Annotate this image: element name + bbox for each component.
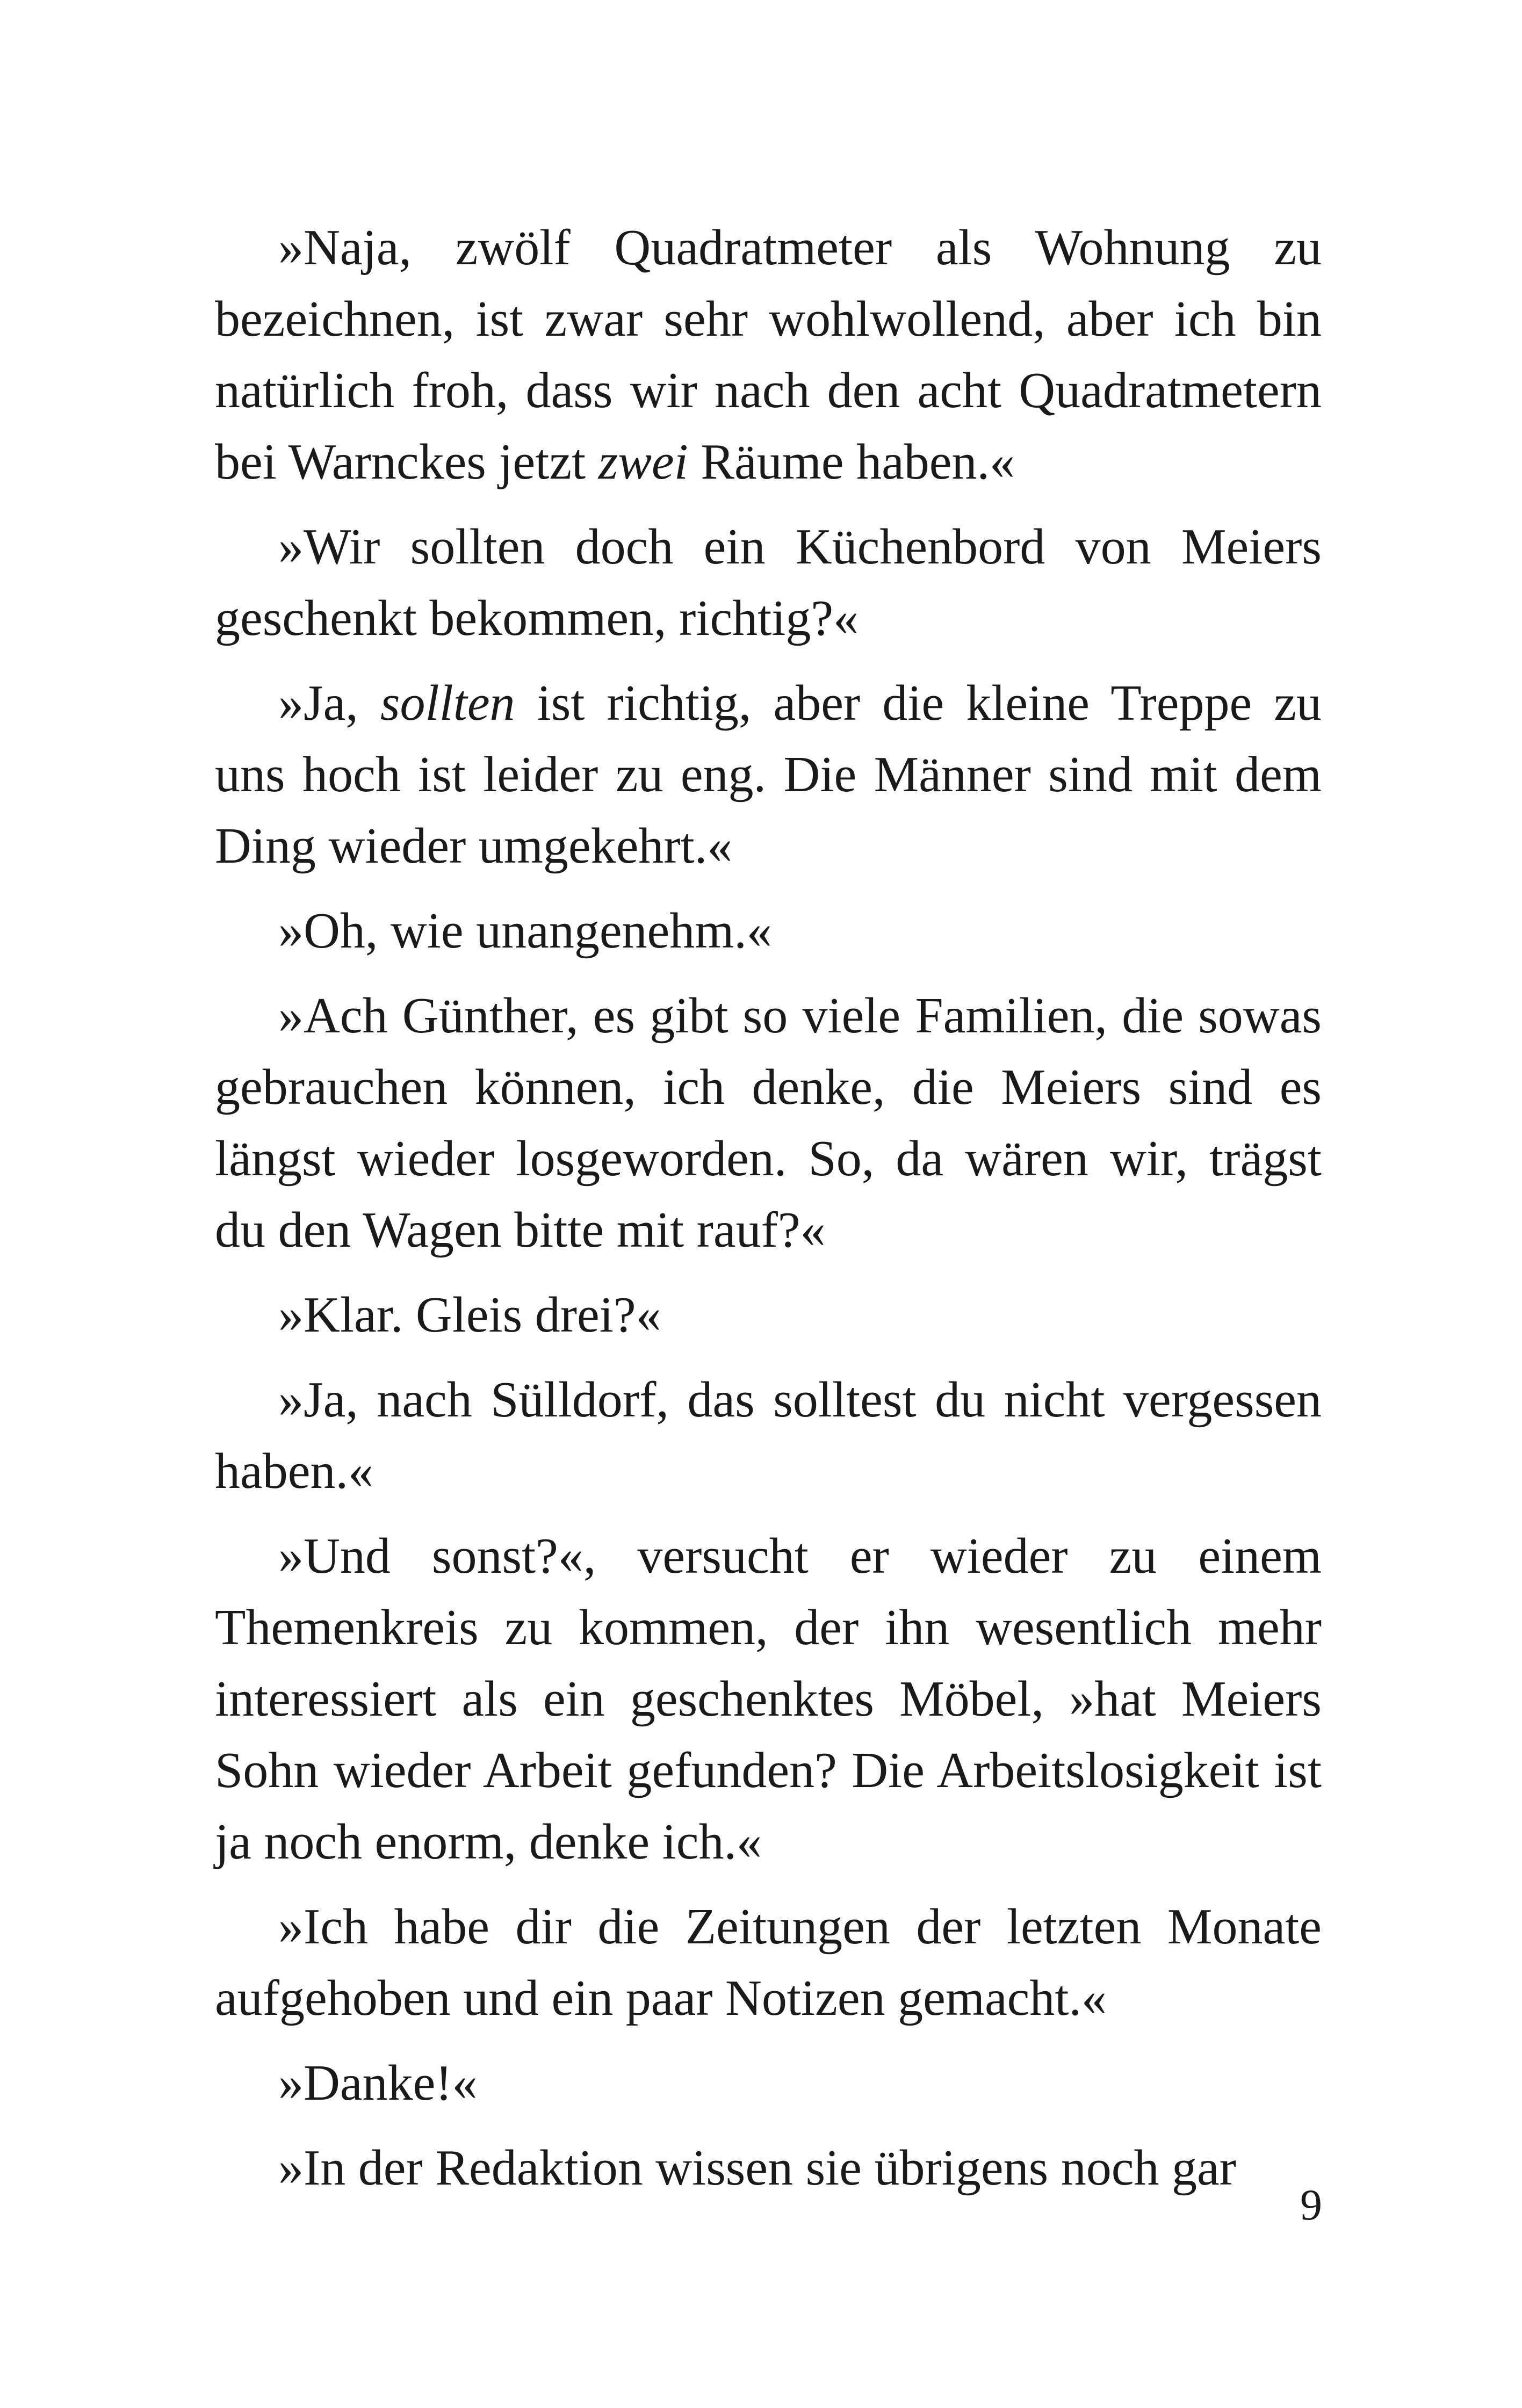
paragraph — [215, 1891, 1322, 2034]
paragraph — [215, 212, 1322, 498]
paragraph — [215, 2048, 1322, 2119]
text-run: »Ach Günther, es gibt so viele Familien, die sowas gebrauchen können, ich denke, die Meiers sind es längst wieder losgeworden. So, da wären wir, trägst du den Wagen bitte mit rauf?« — [215, 988, 1322, 1258]
text-run: »Naja, zwölf Quadratmeter als Wohnung zu bezeichnen, ist zwar sehr wohlwollend, aber ich bin natürlich froh, dass wir nach den acht Quadratmetern bei Warnckes jetzt — [215, 220, 1322, 490]
paragraph — [215, 1279, 1322, 1351]
paragraph — [215, 1521, 1322, 1878]
paragraph — [215, 511, 1322, 654]
text-run: ist richtig, aber die kleine Treppe zu uns hoch ist leider zu eng. Die Männer sind mit dem Ding wieder umgekehrt.« — [215, 675, 1322, 874]
emphasis: zwei — [598, 434, 688, 490]
body-text — [215, 212, 1322, 2204]
text-run: »Oh, wie unangenehm.« — [278, 903, 772, 959]
paragraph — [215, 668, 1322, 882]
text-run: »In der Redaktion wissen sie übrigens noch gar — [278, 2140, 1236, 2196]
text-run: »Ich habe dir die Zeitungen der letzten Monate aufgehoben und ein paar Notizen gemacht.« — [215, 1899, 1322, 2026]
text-run: Räume haben.« — [688, 434, 1015, 490]
text-run: »Danke!« — [278, 2055, 478, 2111]
paragraph — [215, 980, 1322, 1266]
text-run: »Klar. Gleis drei?« — [278, 1287, 661, 1343]
text-run: »Und sonst?«, versucht er wieder zu einem Themenkreis zu kommen, der ihn wesentlich mehr interessiert als ein geschenktes Möbel, »hat Meiers Sohn wieder Arbeit gefunden? Die Arbeitslosigkeit ist ja noch enorm, denke ich.« — [215, 1528, 1322, 1870]
emphasis: sollten — [380, 675, 515, 731]
paragraph — [215, 1364, 1322, 1507]
text-run: »Ja, nach Sülldorf, das solltest du nicht vergessen haben.« — [215, 1372, 1322, 1499]
text-run: »Wir sollten doch ein Küchenbord von Meiers geschenkt bekommen, richtig?« — [215, 519, 1322, 646]
text-run: »Ja, — [278, 675, 380, 731]
page-number: 9 — [1300, 2180, 1322, 2229]
paragraph — [215, 895, 1322, 967]
paragraph — [215, 2132, 1322, 2204]
